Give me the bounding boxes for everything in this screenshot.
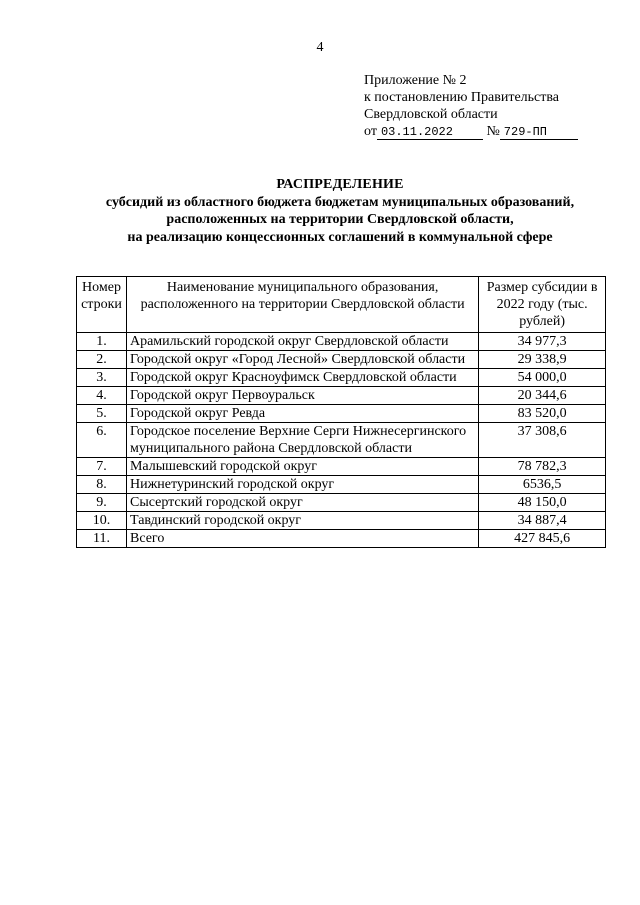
amount-cell: 6536,5 [479,476,606,494]
table-row [77,405,606,423]
row-number-cell: 6. [77,423,127,458]
appendix-line-2: к постановлению Правительства [364,90,560,105]
row-number-cell: 2. [77,351,127,369]
appendix-line-1: Приложение № 2 [364,73,467,88]
amount-cell: 34 887,4 [479,512,606,530]
amount-cell: 427 845,6 [479,530,606,548]
appendix-date-row [364,123,578,140]
amount-cell: 34 977,3 [479,333,606,351]
municipality-cell: Сысертский городской округ [126,494,478,512]
amount-cell: 29 338,9 [479,351,606,369]
amount-cell: 48 150,0 [479,494,606,512]
resolution-number: 729-ПП [500,125,578,140]
table-row [77,423,606,458]
table-row [77,458,606,476]
number-prefix: № [486,124,500,139]
row-number-cell: 1. [77,333,127,351]
row-number-cell: 9. [77,494,127,512]
header-municipality: Наименование муниципального образования, расположенного на территории Свердловской области [126,277,478,333]
date-prefix: от [364,124,377,139]
row-number-cell: 10. [77,512,127,530]
municipality-cell: Малышевский городской округ [126,458,478,476]
municipality-cell: Тавдинский городской округ [126,512,478,530]
row-number-cell: 5. [77,405,127,423]
row-number-cell: 11. [77,530,127,548]
table-row [77,369,606,387]
appendix-line-3: Свердловской области [364,107,498,122]
municipality-cell: Арамильский городской округ Свердловской области [126,333,478,351]
appendix-block [364,72,578,140]
subsidy-table [76,276,606,548]
title-line-1: субсидий из областного бюджета бюджетам муниципальных образований, [105,194,575,210]
header-row-number: Номер строки [77,277,127,333]
header-subsidy-amount: Размер субсидии в 2022 году (тыс. рублей) [479,277,606,333]
table-row [77,333,606,351]
table-row [77,351,606,369]
amount-cell: 78 782,3 [479,458,606,476]
row-number-cell: 4. [77,387,127,405]
municipality-cell: Городское поселение Верхние Серги Нижнесергинского муниципального района Свердловской области [126,423,478,458]
row-number-cell: 3. [77,369,127,387]
table-header-row [77,277,606,333]
document-title [0,176,640,246]
amount-cell: 37 308,6 [479,423,606,458]
row-number-cell: 7. [77,458,127,476]
title-main: РАСПРЕДЕЛЕНИЕ [276,177,404,192]
municipality-cell: Городской округ Ревда [126,405,478,423]
municipality-cell: Городской округ Красноуфимск Свердловской области [126,369,478,387]
municipality-cell: Нижнетуринский городской округ [126,476,478,494]
page-number: 4 [316,40,324,55]
amount-cell: 83 520,0 [479,405,606,423]
resolution-date: 03.11.2022 [377,125,483,140]
row-number-cell: 8. [77,476,127,494]
table-row [77,476,606,494]
table-row [77,387,606,405]
municipality-cell: Городской округ «Город Лесной» Свердловской области [126,351,478,369]
title-line-2: расположенных на территории Свердловской области, [166,212,514,227]
amount-cell: 20 344,6 [479,387,606,405]
table-row [77,512,606,530]
table-row [77,530,606,548]
municipality-cell: Всего [126,530,478,548]
table-row [77,494,606,512]
title-line-3: на реализацию концессионных соглашений в коммунальной сфере [127,229,553,245]
municipality-cell: Городской округ Первоуральск [126,387,478,405]
amount-cell: 54 000,0 [479,369,606,387]
